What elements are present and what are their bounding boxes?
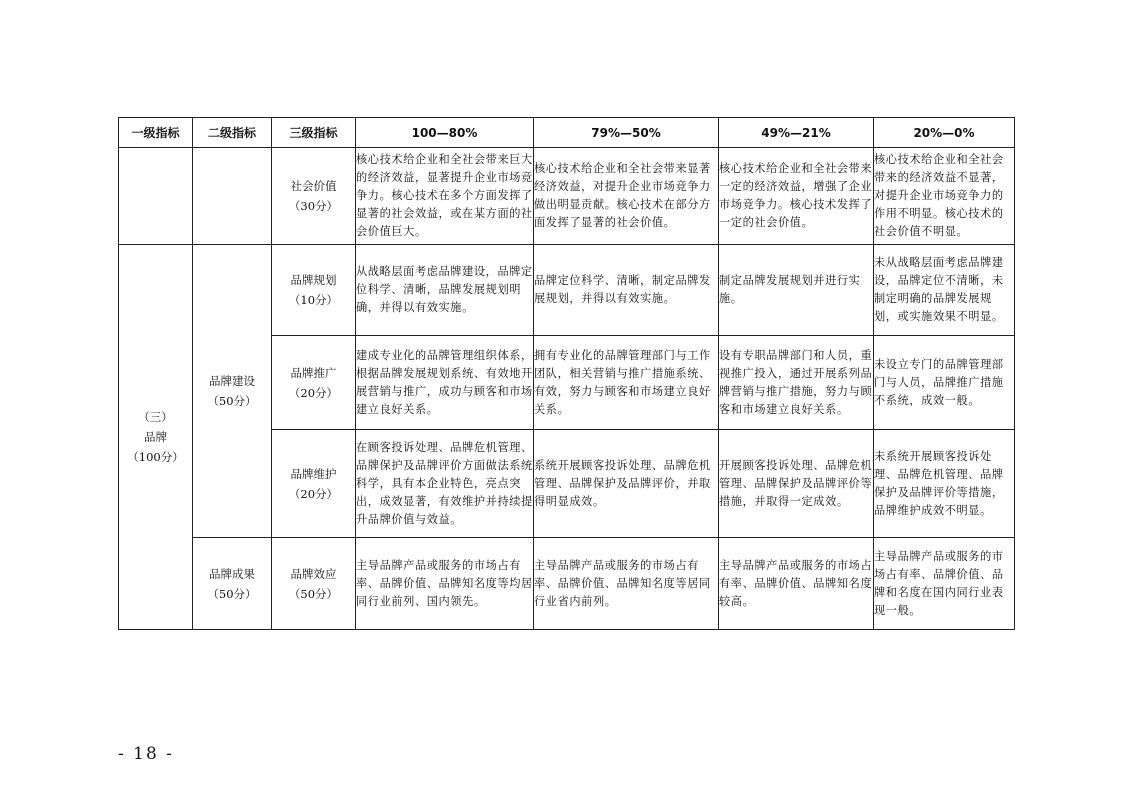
criteria-100-80: 在顾客投诉处理、品牌危机管理、品牌保护及品牌评价方面做法系统科学，具有本企业特色，亮点突出，成效显著，有效维护并持续提升品牌价值与效益。 [356,430,534,538]
level1-code: （三） [138,410,173,424]
level3-score: （30分） [288,199,339,213]
criteria-49-21: 核心技术给企业和全社会带来一定的经济效益，增强了企业市场竞争力。核心技术发挥了一定的社会价值。 [719,148,874,245]
header-range-20-0: 20%—0% [874,118,1015,148]
criteria-20-0: 未设立专门的品牌管理部门与人员，品牌推广措施不系统，成效一般。 [874,336,1015,430]
criteria-20-0: 核心技术给企业和全社会带来的经济效益不显著，对提升企业市场竞争力的作用不明显。核心技术的社会价值不明显。 [874,148,1015,245]
table-header-row [119,118,1015,148]
level2-name: 品牌成果 [209,566,255,581]
criteria-100-80: 建成专业化的品牌管理组织体系，根据品牌发展规划系统、有效地开展营销与推广，成功与顾客和市场建立良好关系。 [356,336,534,430]
level3-score: （50分） [288,586,339,601]
table-row [119,148,1015,245]
level2-score: （50分） [207,394,257,408]
page-number: - 18 - [118,744,174,764]
level2-cell-results [193,538,272,630]
criteria-100-80: 从战略层面考虑品牌建设，品牌定位科学、清晰，品牌发展规划明确，并得以有效实施。 [356,245,534,336]
header-range-100-80: 100—80% [356,118,534,148]
criteria-20-0: 未系统开展顾客投诉处理、品牌危机管理、品牌保护及品牌评价等措施，品牌维护成效不明显。 [874,430,1015,538]
level3-score: （20分） [288,385,339,400]
level3-cell [272,430,356,538]
criteria-49-21: 主导品牌产品或服务的市场占有率、品牌价值、品牌知名度较高。 [719,538,874,630]
header-level3: 三级指标 [272,118,356,148]
level2-cell-empty [193,148,272,245]
level1-cell-empty [119,148,193,245]
level1-score: （100分） [127,450,184,464]
criteria-20-0: 主导品牌产品或服务的市场占有率、品牌价值、品牌和名度在国内同行业表现一般。 [874,538,1015,630]
header-level2: 二级指标 [193,118,272,148]
criteria-49-21: 设有专职品牌部门和人员，重视推广投入，通过开展系列品牌营销与推广措施，努力与顾客和市场建立良好关系。 [719,336,874,430]
criteria-20-0: 未从战略层面考虑品牌建设，品牌定位不清晰，未制定明确的品牌发展规划，或实施效果不明显。 [874,245,1015,336]
level3-cell [272,245,356,336]
level3-name: 品牌推广 [290,365,337,380]
header-level1: 一级指标 [119,118,193,148]
criteria-100-80: 主导品牌产品或服务的市场占有率、品牌价值、品牌知名度等均居同行业前列、国内领先。 [356,538,534,630]
criteria-100-80: 核心技术给企业和全社会带来巨大的经济效益，显著提升企业市场竞争力。核心技术在多个方面发挥了显著的社会效益，或在某方面的社会价值巨大。 [356,148,534,245]
level2-name: 品牌建设 [209,374,255,388]
level2-cell-building [193,245,272,538]
level2-score: （50分） [207,586,257,601]
level1-cell-brand [119,245,193,630]
header-range-79-50: 79%—50% [534,118,719,148]
criteria-49-21: 制定品牌发展规划并进行实施。 [719,245,874,336]
criteria-79-50: 核心技术给企业和全社会带来显著经济效益，对提升企业市场竞争力做出明显贡献。核心技术在部分方面发挥了显著的社会价值。 [534,148,719,245]
criteria-79-50: 主导品牌产品或服务的市场占有率、品牌价值、品牌知名度等居同行业省内前列。 [534,538,719,630]
level3-name: 品牌维护 [290,466,337,481]
table-row [119,538,1015,630]
level3-score: （10分） [288,293,339,307]
level3-cell [272,148,356,245]
evaluation-table [118,117,1015,630]
criteria-79-50: 拥有专业化的品牌管理部门与工作团队，相关营销与推广措施系统、有效，努力与顾客和市场建立良好关系。 [534,336,719,430]
criteria-79-50: 品牌定位科学、清晰，制定品牌发展规划，并得以有效实施。 [534,245,719,336]
table-row [119,245,1015,336]
criteria-49-21: 开展顾客投诉处理、品牌危机管理、品牌保护及品牌评价等措施，并取得一定成效。 [719,430,874,538]
level3-name: 品牌效应 [290,566,337,581]
level3-name: 品牌规划 [290,273,337,287]
level3-cell [272,336,356,430]
level1-name: 品牌 [144,430,167,444]
level3-name: 社会价值 [290,179,337,193]
level3-score: （20分） [288,486,339,501]
header-range-49-21: 49%—21% [719,118,874,148]
level3-cell [272,538,356,630]
criteria-79-50: 系统开展顾客投诉处理、品牌危机管理、品牌保护及品牌评价，并取得明显成效。 [534,430,719,538]
